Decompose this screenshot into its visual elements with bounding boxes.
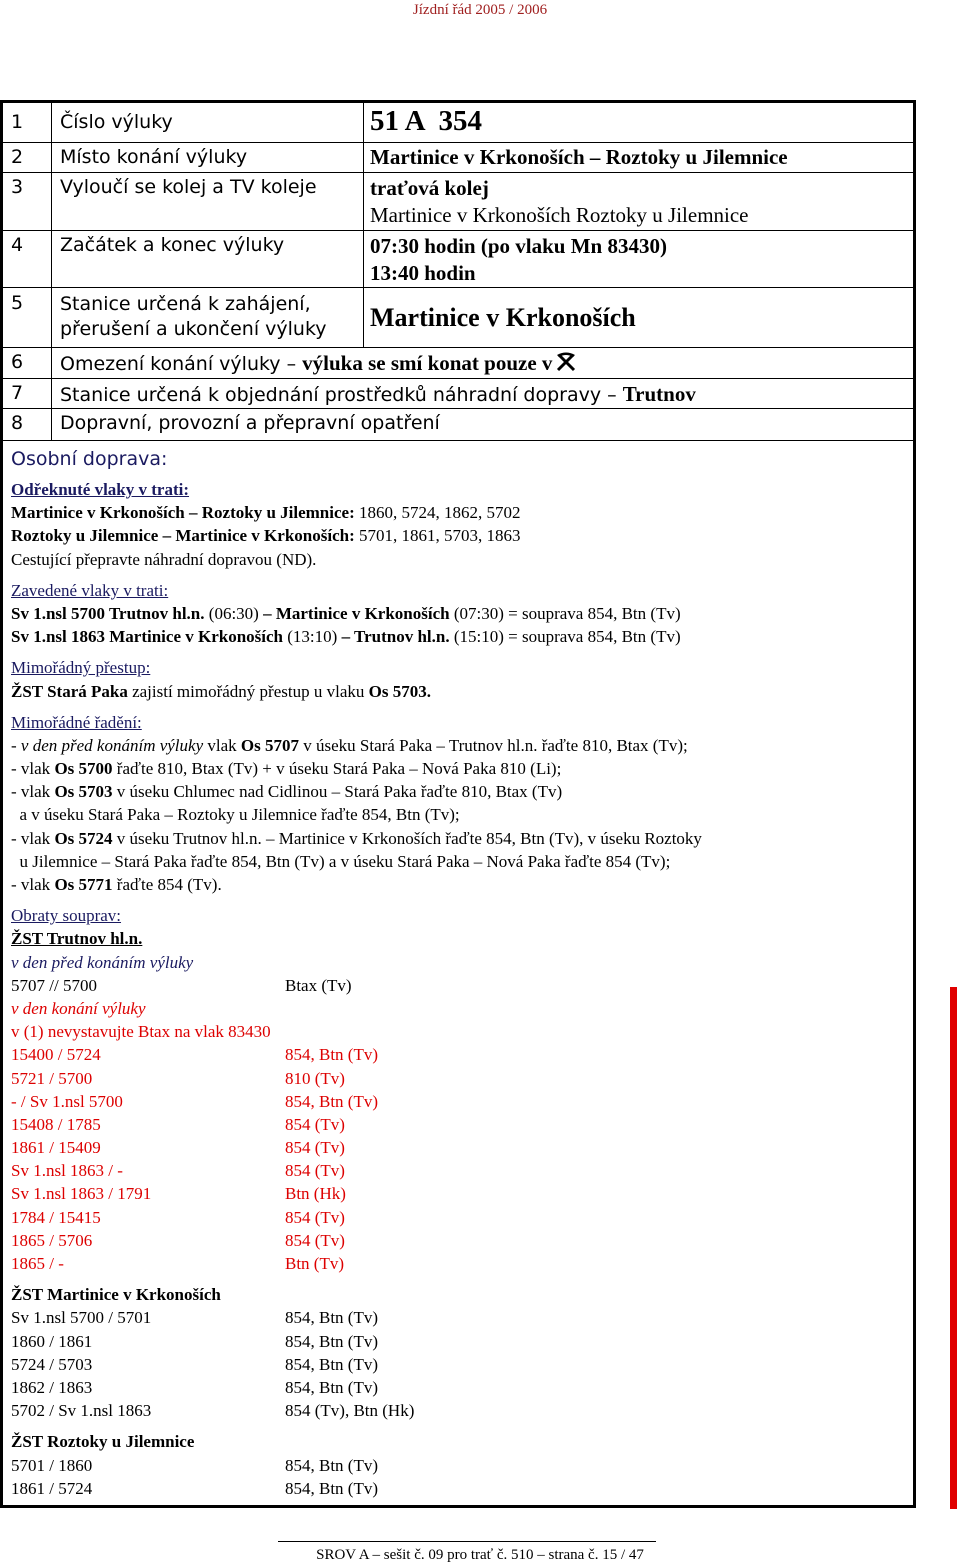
subsection-title: Obraty souprav: — [11, 906, 122, 926]
station-title: ŽST Martinice v Krkonoších — [11, 1285, 221, 1305]
train-set: 854, Btn (Tv) — [285, 1045, 379, 1065]
row-number: 8 — [1, 409, 52, 441]
closure-start: 07:30 hodin (po vlaku Mn 83430) — [370, 234, 667, 258]
turnaround-row — [11, 1136, 911, 1159]
turnaround-row — [11, 1353, 911, 1376]
table-row — [1, 409, 916, 441]
row-number: 3 — [1, 173, 52, 231]
text-span: vlak — [203, 735, 241, 755]
train-pair: 1861 / 15409 — [11, 1138, 101, 1158]
train-set: 854, Btn (Tv) — [285, 1331, 379, 1351]
train-pair: 15400 / 5724 — [11, 1045, 101, 1065]
train-pair: 5702 / Sv 1.nsl 1863 — [11, 1401, 152, 1421]
text-line — [11, 680, 911, 703]
turnaround-row — [11, 1477, 911, 1500]
page-header: Jízdní řád 2005 / 2006 — [412, 2, 548, 18]
text-span: - vlak — [11, 828, 55, 848]
text-span: v úseku Chlumec nad Cidlinou – Stará Paka řaďte 810, Btax (Tv) — [112, 782, 563, 802]
train-set: 854, Btn (Tv) — [285, 1377, 379, 1397]
row-label: Vyloučí se kolej a TV koleje — [52, 173, 364, 231]
closure-info-table — [0, 100, 916, 441]
replacement-value: Trutnov — [622, 382, 696, 406]
train-number: Os 5771 — [54, 875, 113, 894]
train-pair: 1862 / 1863 — [11, 1377, 93, 1397]
turnaround-row — [11, 1376, 911, 1399]
train-pair: 1784 / 15415 — [11, 1207, 101, 1227]
row-number: 5 — [1, 288, 52, 348]
train-info: Sv 1.nsl 5700 Trutnov hl.n. — [11, 603, 205, 623]
restriction-value: výluka se smí konat pouze v — [302, 351, 553, 375]
closure-end: 13:40 hodin — [370, 261, 476, 285]
row-label-line: Stanice určená k zahájení, — [60, 293, 311, 315]
text-line — [11, 602, 911, 625]
table-row — [1, 143, 916, 173]
train-pair: Sv 1.nsl 5700 / 5701 — [11, 1308, 152, 1328]
track-section: Martinice v Krkonoších Roztoky u Jilemnice — [370, 203, 749, 227]
train-number: Os 5700 — [54, 759, 113, 779]
row-label — [52, 288, 364, 348]
train-info: Sv 1.nsl 1863 Martinice v Krkonoších — [11, 627, 284, 647]
text-line — [11, 873, 911, 896]
closure-place: Martinice v Krkonoších – Roztoky u Jilemnice — [364, 143, 916, 173]
train-number: Os 5703. — [368, 681, 431, 701]
train-list: 1860, 5724, 1862, 5702 — [354, 503, 521, 523]
train-pair: 1860 / 1861 — [11, 1331, 93, 1351]
closure-time — [364, 231, 916, 288]
subsection-title: Mimořádné řadění: — [11, 712, 142, 732]
table-row — [1, 348, 916, 379]
replacement-station — [52, 379, 916, 409]
row-label: Dopravní, provozní a přepravní opatření — [52, 409, 916, 441]
train-pair: - / Sv 1.nsl 5700 — [11, 1091, 123, 1111]
turnaround-row — [11, 1306, 911, 1329]
track-type: traťová kolej — [370, 176, 489, 200]
table-row — [1, 288, 916, 348]
station-title: ŽST Roztoky u Jilemnice — [11, 1432, 195, 1452]
train-set: 854 (Tv) — [285, 1230, 345, 1250]
row-label-line: přerušení a ukončení výluky — [60, 318, 327, 340]
turnaround-row — [11, 1252, 911, 1275]
train-set: 854, Btn (Tv) — [285, 1354, 379, 1374]
table-row — [1, 101, 916, 143]
train-pair: 1865 / - — [11, 1254, 64, 1273]
text-span: v úseku Trutnov hl.n. – Martinice v Krkonoších řaďte 854, Btn (Tv), v úseku Roztoky — [112, 828, 702, 848]
text-span: - — [11, 735, 21, 755]
route-label: Martinice v Krkonoších – Roztoky u Jilemnice: — [11, 503, 355, 523]
row-number: 1 — [1, 101, 52, 143]
closure-number — [364, 101, 916, 143]
section-title: Osobní doprava: — [11, 448, 168, 470]
turnaround-row — [11, 1090, 911, 1113]
text-line — [11, 501, 911, 524]
train-pair: Sv 1.nsl 1863 / 1791 — [11, 1184, 152, 1204]
text-span: řaďte 854 (Tv). — [112, 875, 222, 894]
table-row — [1, 379, 916, 409]
train-number: Os 5707 — [240, 735, 299, 755]
station-name: ŽST Stará Paka — [11, 681, 128, 701]
turnaround-row — [11, 1330, 911, 1353]
turnaround-list-trutnov — [11, 1043, 911, 1275]
text-span: - vlak — [11, 759, 55, 779]
day-label: v den konání výluky — [11, 998, 146, 1018]
closure-restriction — [52, 348, 916, 379]
text-line — [11, 757, 911, 780]
closure-station — [364, 288, 916, 348]
train-set: 854, Btn (Tv) — [285, 1478, 379, 1498]
day-label: v den před konáním výluky — [11, 952, 194, 972]
text-line: u Jilemnice – Stará Paka řaďte 854, Btn (Tv) a v úseku Stará Paka – Nová Paka řaďte 854 (Tv); — [11, 851, 671, 871]
train-pair: 1865 / 5706 — [11, 1230, 93, 1250]
measures-content — [11, 448, 911, 1500]
route-label: Roztoky u Jilemnice – Martinice v Krkonoších: — [11, 526, 355, 546]
subsection-title: Zavedené vlaky v trati: — [11, 580, 169, 600]
row-number: 6 — [1, 348, 52, 379]
text-span: řaďte 810, Btax (Tv) + v úseku Stará Paka – Nová Paka 810 (Li); — [112, 759, 562, 779]
train-number: Os 5724 — [54, 828, 113, 848]
train-set: 854, Btn (Tv) — [285, 1308, 379, 1328]
train-pair: 5721 / 5700 — [11, 1068, 93, 1088]
text-span: v úseku Stará Paka – Trutnov hl.n. řaďte 810, Btax (Tv); — [299, 735, 688, 755]
turnaround-row — [11, 1399, 911, 1422]
turnaround-row — [11, 1113, 911, 1136]
replacement-label: Stanice určená k objednání prostředků náhradní dopravy – — [60, 384, 623, 406]
station-title: ŽST Trutnov hl.n. — [11, 929, 143, 949]
train-set: Btn (Tv) — [285, 1254, 345, 1273]
subsection-title: Odřeknuté vlaky v trati: — [11, 480, 190, 499]
text-line — [11, 780, 911, 803]
train-pair: 15408 / 1785 — [11, 1114, 101, 1134]
train-set: 810 (Tv) — [285, 1068, 345, 1088]
train-list: 5701, 1861, 5703, 1863 — [354, 526, 521, 546]
row-number: 4 — [1, 231, 52, 288]
turnaround-row — [11, 1454, 911, 1477]
turnaround-row — [11, 1229, 911, 1252]
train-set: (15:10) = souprava 854, Btn (Tv) — [449, 627, 681, 647]
train-set: 854 (Tv) — [285, 1207, 345, 1227]
note-line: v (1) nevystavujte Btax na vlak 83430 — [11, 1022, 271, 1042]
table-row — [1, 173, 916, 231]
row-label: Číslo výluky — [52, 101, 364, 143]
train-set: 854, Btn (Tv) — [285, 1455, 379, 1475]
text-line: a v úseku Stará Paka – Roztoky u Jilemnice řaďte 854, Btn (Tv); — [11, 805, 460, 825]
turnaround-list-martinice — [11, 1306, 911, 1422]
train-pair: 5724 / 5703 — [11, 1354, 93, 1374]
subsection-title: Mimořádný přestup: — [11, 658, 151, 678]
train-pair: 5701 / 1860 — [11, 1455, 93, 1475]
train-set: 854 (Tv) — [285, 1161, 345, 1181]
turnaround-list-before — [11, 974, 911, 997]
text-line — [11, 625, 911, 648]
train-pair: 5707 // 5700 — [11, 975, 97, 995]
closure-track — [364, 173, 916, 231]
turnaround-list-roztoky — [11, 1454, 911, 1500]
text-line: Cestující přepravte náhradní dopravou (ND). — [11, 549, 317, 569]
train-set: 854 (Tv), Btn (Hk) — [285, 1401, 415, 1421]
row-number: 2 — [1, 143, 52, 173]
turnaround-row — [11, 1067, 911, 1090]
text-span: zajistí mimořádný přestup u vlaku — [127, 681, 369, 701]
train-time: (13:10) — [283, 627, 342, 647]
change-bar — [950, 987, 957, 1509]
closure-station-value: Martinice v Krkonoších — [370, 302, 636, 332]
train-pair: 1861 / 5724 — [11, 1478, 93, 1498]
text-line — [11, 524, 911, 547]
text-span: - vlak — [11, 782, 55, 802]
footer-divider — [278, 1541, 656, 1542]
row-number: 7 — [1, 379, 52, 409]
turnaround-row — [11, 1182, 911, 1205]
text-line — [11, 734, 911, 757]
table-row — [1, 231, 916, 288]
restriction-label: Omezení konání výluky – — [60, 353, 303, 375]
train-time: (06:30) — [204, 603, 264, 623]
train-set: Btax (Tv) — [285, 975, 352, 995]
turnaround-row — [11, 1043, 911, 1066]
train-info: – Trutnov hl.n. — [341, 627, 450, 647]
page-footer: SROV A – sešit č. 09 pro trať č. 510 – strana č. 15 / 47 — [316, 1547, 644, 1563]
train-pair: Sv 1.nsl 1863 / - — [11, 1161, 123, 1181]
text-span: v den před konáním výluky — [20, 735, 204, 755]
row-label: Místo konání výluky — [52, 143, 364, 173]
turnaround-row — [11, 1159, 911, 1182]
hammer-pick-icon — [554, 351, 578, 378]
turnaround-row — [11, 1206, 911, 1229]
train-set: Btn (Hk) — [285, 1184, 346, 1204]
closure-number-value: 51 A 354 — [370, 105, 482, 137]
train-set: (07:30) = souprava 854, Btn (Tv) — [449, 603, 681, 623]
text-span: - vlak — [11, 875, 55, 894]
text-line — [11, 827, 911, 850]
turnaround-row — [11, 974, 911, 997]
train-set: 854, Btn (Tv) — [285, 1091, 379, 1111]
train-set: 854 (Tv) — [285, 1114, 345, 1134]
row-label: Začátek a konec výluky — [52, 231, 364, 288]
train-set: 854 (Tv) — [285, 1138, 345, 1158]
train-number: Os 5703 — [54, 782, 113, 802]
train-info: – Martinice v Krkonoších — [263, 603, 450, 623]
